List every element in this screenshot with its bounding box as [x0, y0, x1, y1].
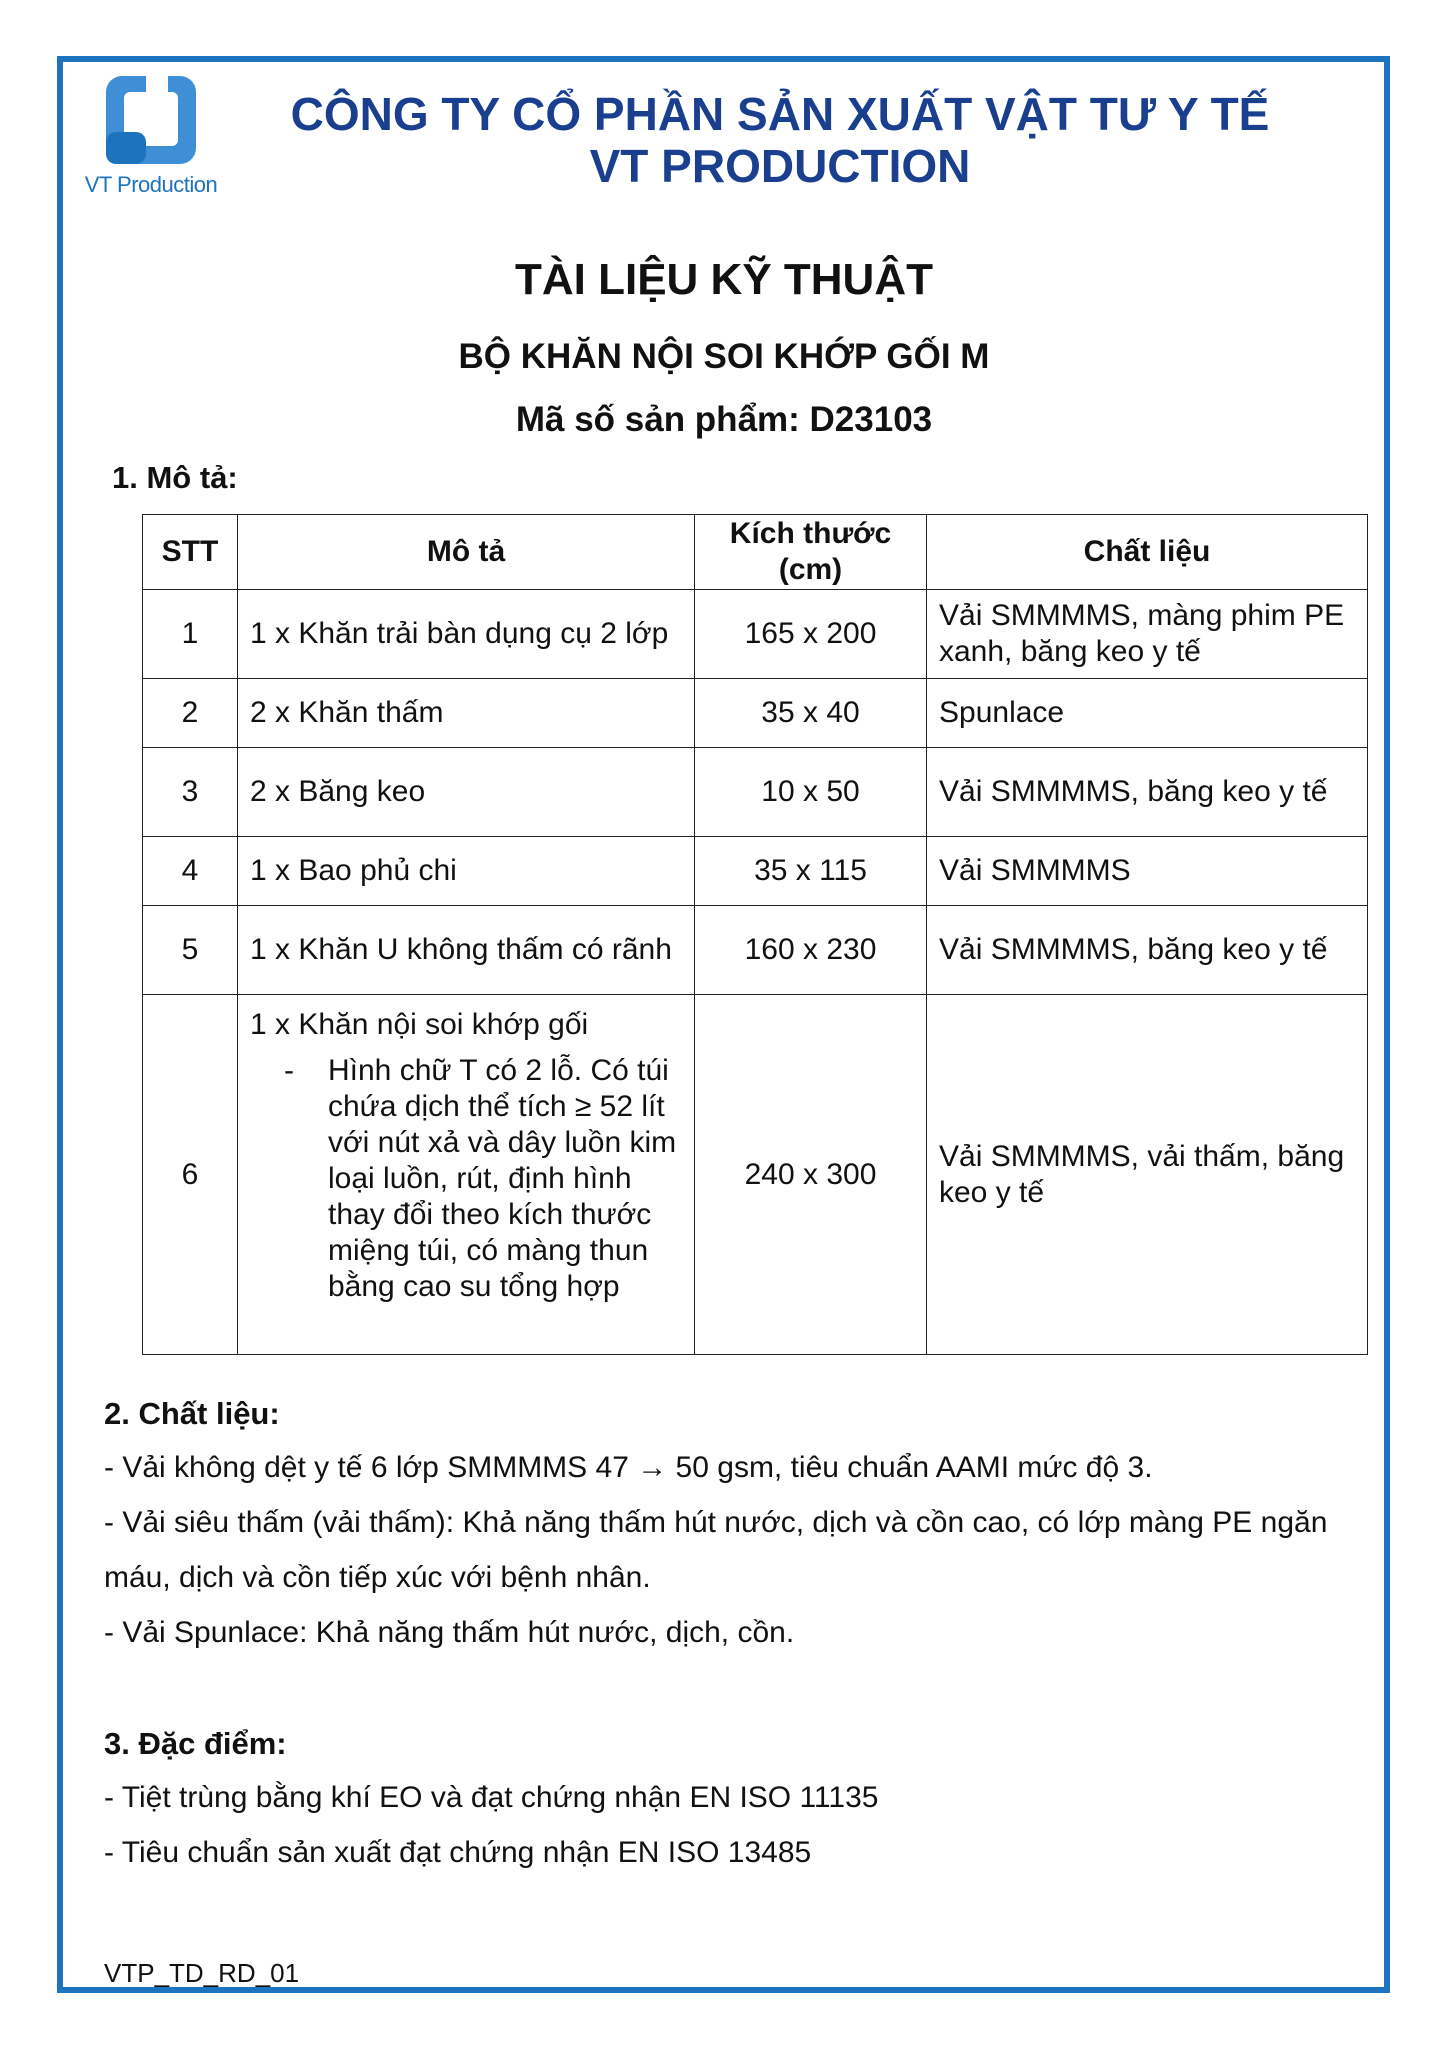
spec-table: [142, 514, 1368, 1355]
section1-heading: 1. Mô tả:: [112, 460, 238, 495]
cell-size: 35 x 115: [695, 837, 927, 906]
cell-stt: 4: [143, 837, 238, 906]
cell-stt: 5: [143, 906, 238, 995]
col-header-stt: STT: [143, 515, 238, 590]
cell-desc: 1 x Khăn U không thấm có rãnh: [238, 906, 695, 995]
bullet-text: Hình chữ T có 2 lỗ. Có túi chứa dịch thể tích ≥ 52 lít với nút xả và dây luồn kim loại luồn, rút, định hình thay đổi theo kích thước miệng túi, có màng thun bằng cao su tổng hợp: [328, 1054, 677, 1303]
cell-desc: 2 x Khăn thấm: [238, 679, 695, 748]
product-code: Mã số sản phẩm: D23103: [515, 400, 933, 439]
table-row: [143, 679, 1368, 748]
bullet-dash: -: [284, 1054, 294, 1087]
table-row: [143, 837, 1368, 906]
cell-material: Vải SMMMMS, băng keo y tế: [927, 906, 1368, 995]
document-subtitle: BỘ KHĂN NỘI SOI KHỚP GỐI M: [458, 337, 990, 376]
table-row: [143, 748, 1368, 837]
section3-heading: 3. Đặc điểm:: [104, 1726, 287, 1761]
cell-material: Vải SMMMMS, băng keo y tế: [927, 748, 1368, 837]
section3-line2: - Tiêu chuẩn sản xuất đạt chứng nhận EN ISO 13485: [104, 1836, 812, 1869]
document-footer-code: VTP_TD_RD_01: [104, 1958, 300, 1988]
cell-size: 160 x 230: [695, 906, 927, 995]
company-logo: [76, 72, 226, 208]
section2-line2: - Vải siêu thấm (vải thấm): Khả năng thấm hút nước, dịch và cồn cao, có lớp màng PE ngăn máu, dịch và cồn tiếp xúc với bệnh nhân.: [104, 1506, 1328, 1594]
table-row: [143, 906, 1368, 995]
logo-caption: VT Production: [84, 172, 218, 197]
col-header-size: Kích thước (cm): [695, 515, 927, 590]
section2-line3: - Vải Spunlace: Khả năng thấm hút nước, dịch, cồn.: [104, 1616, 795, 1649]
cell-size: 35 x 40: [695, 679, 927, 748]
section2-line1: - Vải không dệt y tế 6 lớp SMMMMS 47 → 50 gsm, tiêu chuẩn AAMI mức độ 3.: [104, 1451, 1153, 1484]
logo-mark-icon: [76, 72, 226, 172]
cell-stt: 3: [143, 748, 238, 837]
cell-size: 240 x 300: [695, 995, 927, 1355]
document-title: TÀI LIỆU KỸ THUẬT: [515, 255, 933, 304]
table-row: [143, 995, 1368, 1355]
cell-desc-main: 1 x Khăn nội soi khớp gối: [250, 1008, 589, 1041]
section2-heading: 2. Chất liệu:: [104, 1396, 280, 1431]
company-name: [250, 88, 1310, 192]
cell-size: 165 x 200: [695, 590, 927, 679]
cell-desc: [238, 995, 695, 1355]
table-row: [143, 590, 1368, 679]
cell-desc: 1 x Khăn trải bàn dụng cụ 2 lớp: [238, 590, 695, 679]
company-name-line1: CÔNG TY CỔ PHẦN SẢN XUẤT VẬT TƯ Y TẾ: [290, 88, 1270, 140]
cell-stt: 1: [143, 590, 238, 679]
col-header-material: Chất liệu: [927, 515, 1368, 590]
cell-stt: 6: [143, 995, 238, 1355]
cell-material: Spunlace: [927, 679, 1368, 748]
col-header-desc: Mô tả: [238, 515, 695, 590]
cell-material: Vải SMMMMS: [927, 837, 1368, 906]
cell-stt: 2: [143, 679, 238, 748]
cell-desc: 1 x Bao phủ chi: [238, 837, 695, 906]
cell-material: Vải SMMMMS, màng phim PE xanh, băng keo y tế: [927, 590, 1368, 679]
table-header-row: [143, 515, 1368, 590]
section3-line1: - Tiệt trùng bằng khí EO và đạt chứng nhận EN ISO 11135: [104, 1781, 879, 1814]
company-name-line2: VT PRODUCTION: [589, 140, 971, 192]
cell-desc-bullet: [250, 1053, 682, 1305]
cell-desc: 2 x Băng keo: [238, 748, 695, 837]
cell-size: 10 x 50: [695, 748, 927, 837]
cell-material: Vải SMMMMS, vải thấm, băng keo y tế: [927, 995, 1368, 1355]
